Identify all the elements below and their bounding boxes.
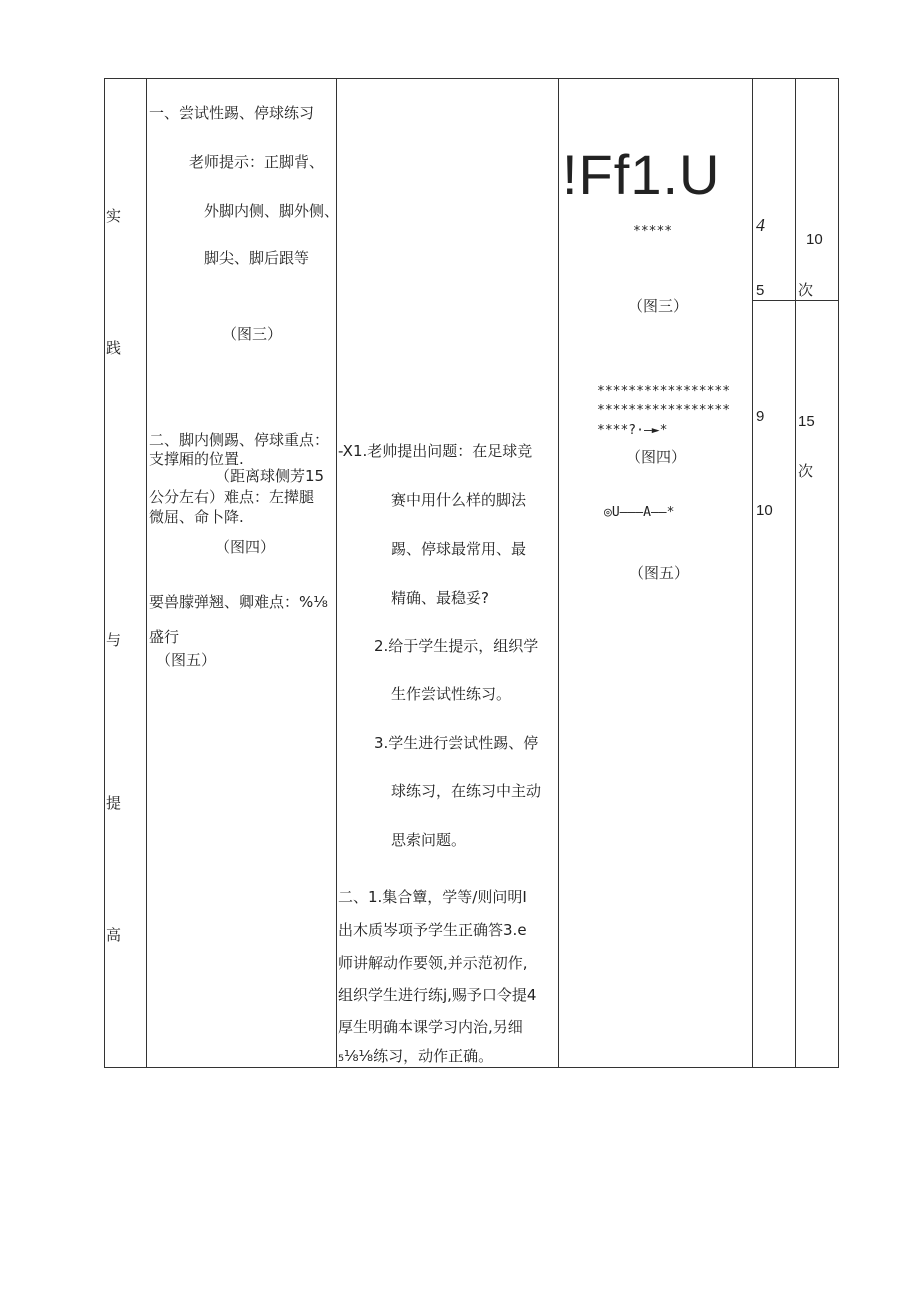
section-char-1: 实 xyxy=(106,207,122,225)
method-line: 出木质岑项予学生正确答3.e xyxy=(338,921,527,939)
column-divider-4 xyxy=(752,78,753,1068)
figure-caption: （图四） xyxy=(626,448,687,466)
formation-stars: ***************** xyxy=(597,384,731,399)
content-line: 二、脚内侧踢、停球重点： xyxy=(149,431,330,449)
section-char-2: 践 xyxy=(106,339,122,357)
method-line: 踢、停球最常用、最 xyxy=(391,540,527,558)
content-line: 老师提示：正脚背、 xyxy=(189,153,325,171)
method-line: 3.学生进行尝试性踢、停 xyxy=(374,734,539,752)
content-line: 外脚内侧、脚外侧、 xyxy=(204,202,340,220)
count-unit: 次 xyxy=(798,462,814,480)
method-line: 师讲解动作要领,并示范初作, xyxy=(338,954,528,972)
method-line: -X1.老帅提出问题：在足球竞 xyxy=(338,442,533,460)
section-char-4: 提 xyxy=(106,794,122,812)
method-line: 二、1.集合簟，学等/则问明I xyxy=(338,888,527,906)
table-top-border xyxy=(104,78,839,79)
formation-stars: ***************** xyxy=(597,403,731,418)
count-value: 15 xyxy=(798,413,815,430)
method-line: ₅⅛⅛练习，动作正确。 xyxy=(338,1047,494,1065)
content-line: 要兽朦弹翘、卿难点：%⅛ xyxy=(149,593,328,611)
movement-arrow: ◎U———A——* xyxy=(604,505,675,520)
figure-caption: （图五） xyxy=(629,564,690,582)
table-right-border xyxy=(838,78,839,1068)
formation-stars: ***** xyxy=(633,224,673,239)
column-divider-2 xyxy=(336,78,337,1068)
garbled-figure-title: !Ff1.U xyxy=(562,143,721,206)
content-line: （距离球侧芳15 xyxy=(215,467,325,485)
row-divider-right xyxy=(752,300,839,301)
method-line: 组织学生进行练j,赐予口令提4 xyxy=(338,986,537,1004)
section-char-5: 高 xyxy=(106,926,122,944)
figure-caption: （图三） xyxy=(222,325,283,343)
column-divider-1 xyxy=(146,78,147,1068)
content-line: 公分左右）难点：左撵腿 xyxy=(149,488,315,506)
formation-stars: ****?·—►* xyxy=(597,423,668,438)
time-value: 5 xyxy=(756,282,765,299)
figure-caption: （图三） xyxy=(628,297,689,315)
table-left-border xyxy=(104,78,105,1068)
content-line: 脚尖、脚后跟等 xyxy=(204,249,310,267)
time-value: 10 xyxy=(756,502,773,519)
method-line: 赛中用什么样的脚法 xyxy=(391,491,527,509)
column-divider-3 xyxy=(558,78,559,1068)
time-value: 4 xyxy=(756,215,765,235)
figure-caption: （图四） xyxy=(215,538,276,556)
content-line: 盛行 xyxy=(149,628,180,646)
count-unit: 次 xyxy=(798,281,814,299)
method-line: 2.给于学生提示，组织学 xyxy=(374,637,539,655)
column-divider-5 xyxy=(795,78,796,1068)
method-line: 思索问题。 xyxy=(391,831,467,849)
content-line: 支撑厢的位置. xyxy=(149,450,244,468)
content-line: 一、尝试性踢、停球练习 xyxy=(149,104,315,122)
time-value: 9 xyxy=(756,408,765,425)
method-line: 球练习，在练习中主动 xyxy=(391,782,542,800)
count-value: 10 xyxy=(806,231,823,248)
method-line: 精确、最稳妥? xyxy=(391,589,489,607)
section-char-3: 与 xyxy=(106,631,122,649)
method-line: 厚生明确本课学习内治,另细 xyxy=(338,1018,523,1036)
content-line: 微屈、命卜降. xyxy=(149,508,244,526)
figure-caption: （图五） xyxy=(156,651,217,669)
table-bottom-border xyxy=(104,1067,839,1068)
method-line: 生作尝试性练习。 xyxy=(391,685,512,703)
